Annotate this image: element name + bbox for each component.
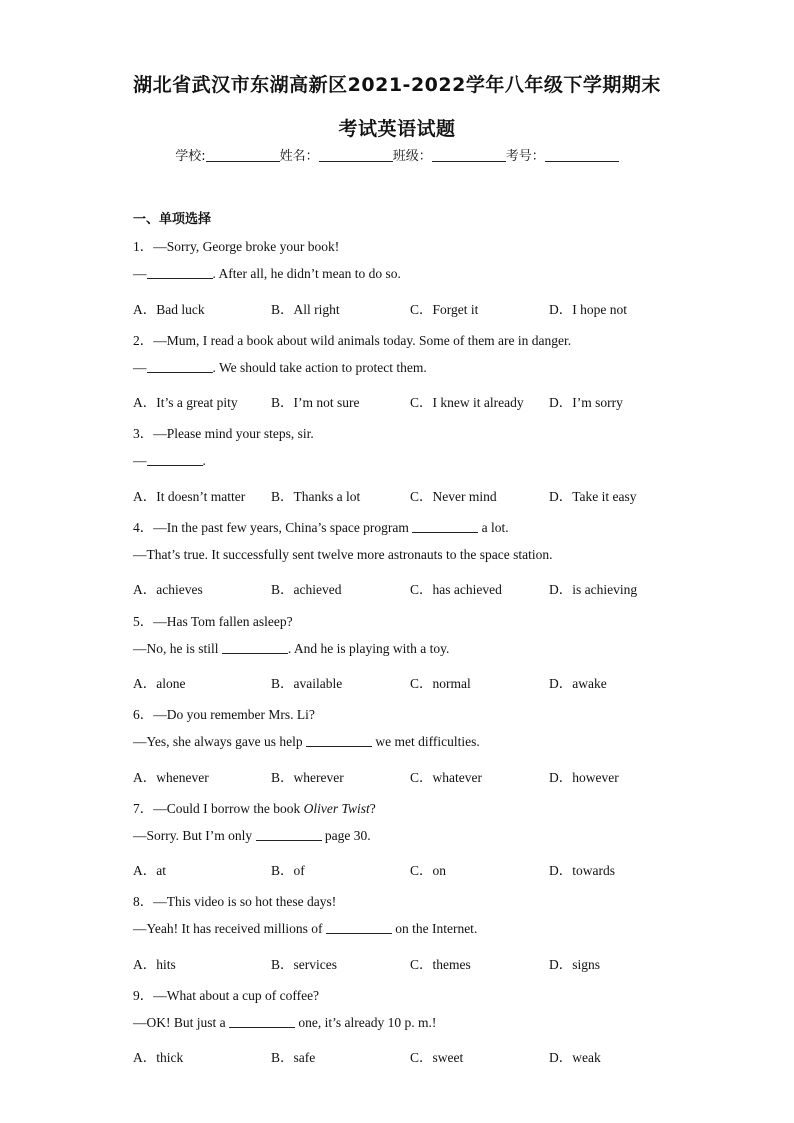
q5-option-b[interactable]: B．available xyxy=(271,676,343,691)
q1-option-a[interactable]: A．Bad luck xyxy=(133,302,205,317)
class-field[interactable] xyxy=(432,149,506,162)
question-3-line2: — . xyxy=(133,453,206,468)
exam-number-field[interactable] xyxy=(545,149,619,162)
question-1-line2: — . After all, he didn’t mean to do so. xyxy=(133,266,401,281)
answer-blank xyxy=(306,734,372,747)
class-label: 班级： xyxy=(392,149,432,164)
q4-option-c[interactable]: C．has achieved xyxy=(410,582,502,597)
q2-option-a[interactable]: A．It’s a great pity xyxy=(133,395,238,410)
q8-option-d[interactable]: D．signs xyxy=(549,957,601,972)
answer-blank xyxy=(147,453,203,466)
question-8-line1: 8．—This video is so hot these days! xyxy=(133,894,337,909)
answer-blank xyxy=(147,360,213,373)
q4-option-b[interactable]: B．achieved xyxy=(271,582,342,597)
q7-option-b[interactable]: B．of xyxy=(271,863,305,878)
q2-option-d[interactable]: D．I’m sorry xyxy=(549,395,623,410)
answer-blank xyxy=(147,266,213,279)
answer-blank xyxy=(256,828,322,841)
q9-option-d[interactable]: D．weak xyxy=(549,1050,601,1065)
q6-option-b[interactable]: B．wherever xyxy=(271,770,344,785)
question-9-line2: —OK! But just a one, it’s already 10 p. m.! xyxy=(133,1015,437,1030)
q2-option-c[interactable]: C．I knew it already xyxy=(410,395,524,410)
answer-blank xyxy=(412,520,478,533)
q3-option-d[interactable]: D．Take it easy xyxy=(549,489,637,504)
question-2-line2: — . We should take action to protect them. xyxy=(133,360,427,375)
q7-option-c[interactable]: C．on xyxy=(410,863,447,878)
page-title-line1: 湖北省武汉市东湖高新区2021-2022学年八年级下学期期末 xyxy=(133,74,661,96)
q7-option-a[interactable]: A．at xyxy=(133,863,166,878)
q9-option-a[interactable]: A．thick xyxy=(133,1050,184,1065)
question-7-line1: 7．—Could I borrow the book Oliver Twist? xyxy=(133,801,376,816)
page-title-line2: 考试英语试题 xyxy=(338,118,456,140)
q2-option-b[interactable]: B．I’m not sure xyxy=(271,395,360,410)
q7-option-d[interactable]: D．towards xyxy=(549,863,615,878)
question-9-line1: 9．—What about a cup of coffee? xyxy=(133,988,320,1003)
q3-option-a[interactable]: A．It doesn’t matter xyxy=(133,489,246,504)
answer-blank xyxy=(326,921,392,934)
name-label: 姓名： xyxy=(279,149,319,164)
q3-option-c[interactable]: C．Never mind xyxy=(410,489,497,504)
q8-option-c[interactable]: C．themes xyxy=(410,957,471,972)
question-6-line2: —Yes, she always gave us help we met difficulties. xyxy=(133,734,480,749)
q5-option-a[interactable]: A．alone xyxy=(133,676,186,691)
q6-option-a[interactable]: A．whenever xyxy=(133,770,209,785)
q4-option-d[interactable]: D．is achieving xyxy=(549,582,638,597)
question-8-line2: —Yeah! It has received millions of on the Internet. xyxy=(133,921,478,936)
school-field[interactable] xyxy=(206,149,280,162)
q5-option-c[interactable]: C．normal xyxy=(410,676,471,691)
student-info-row xyxy=(0,145,794,164)
school-label: 学校: xyxy=(175,149,206,164)
section-title: 一、单项选择 xyxy=(133,212,212,227)
answer-blank xyxy=(222,641,288,654)
question-4-line1: 4．—In the past few years, China’s space program a lot. xyxy=(133,520,509,535)
q1-option-b[interactable]: B．All right xyxy=(271,302,340,317)
question-1-line1: 1．—Sorry, George broke your book! xyxy=(133,239,340,254)
question-7-line2: —Sorry. But I’m only page 30. xyxy=(133,828,371,843)
q5-option-d[interactable]: D．awake xyxy=(549,676,607,691)
exam-number-label: 考号： xyxy=(505,149,545,164)
q9-option-c[interactable]: C．sweet xyxy=(410,1050,464,1065)
answer-blank xyxy=(229,1015,295,1028)
q6-option-c[interactable]: C．whatever xyxy=(410,770,482,785)
q8-option-a[interactable]: A．hits xyxy=(133,957,176,972)
q4-option-a[interactable]: A．achieves xyxy=(133,582,203,597)
q3-option-b[interactable]: B．Thanks a lot xyxy=(271,489,361,504)
question-3-line1: 3．—Please mind your steps, sir. xyxy=(133,426,314,441)
book-title: Oliver Twist xyxy=(303,801,370,816)
q1-option-d[interactable]: D．I hope not xyxy=(549,302,627,317)
question-5-line1: 5．—Has Tom fallen asleep? xyxy=(133,614,293,629)
name-field[interactable] xyxy=(319,149,393,162)
question-2-line1: 2．—Mum, I read a book about wild animals today. Some of them are in danger. xyxy=(133,333,572,348)
q1-option-c[interactable]: C．Forget it xyxy=(410,302,479,317)
q6-option-d[interactable]: D．however xyxy=(549,770,619,785)
question-5-line2: —No, he is still . And he is playing with a toy. xyxy=(133,641,450,656)
q9-option-b[interactable]: B．safe xyxy=(271,1050,316,1065)
question-4-line2: —That’s true. It successfully sent twelve more astronauts to the space station. xyxy=(133,547,553,562)
question-6-line1: 6．—Do you remember Mrs. Li? xyxy=(133,707,315,722)
q8-option-b[interactable]: B．services xyxy=(271,957,337,972)
